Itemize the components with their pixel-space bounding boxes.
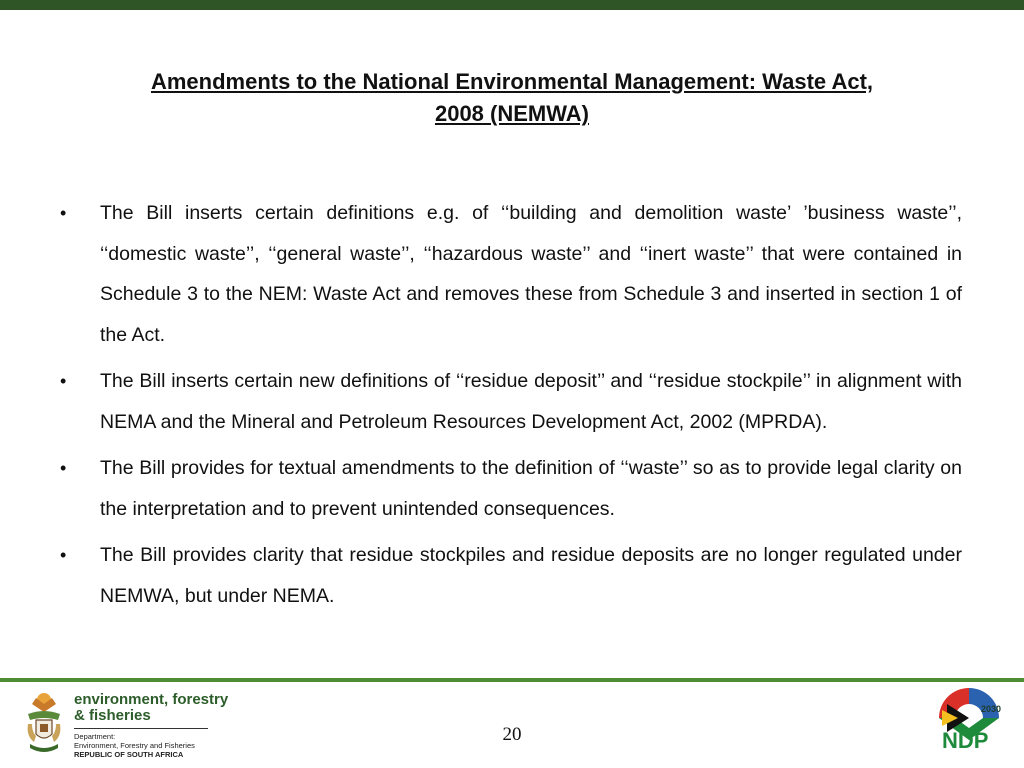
bullet-text: The Bill provides clarity that residue stockpiles and residue deposits are no longer regulated under NEMWA, but under NEMA. bbox=[100, 544, 962, 607]
brand-line-1: environment, forestry bbox=[74, 691, 229, 708]
dept-line-3: REPUBLIC OF SOUTH AFRICA bbox=[74, 750, 184, 759]
brand-line-2: & fisheries bbox=[74, 707, 151, 724]
bullet-text: The Bill inserts certain definitions e.g. of ‘‘building and demolition waste’ ’business waste’’, ‘‘domestic waste’’, ‘‘general waste’’, ‘‘hazardous waste’’ and ‘‘inert waste’’ that were contained in Schedule 3 to the NEM: Waste Act and removes these from Schedule 3 and inserted in section 1 of the Act. bbox=[100, 202, 962, 346]
bullet-item bbox=[60, 193, 962, 355]
bullet-list bbox=[60, 193, 962, 622]
dept-line-2: Environment, Forestry and Fisheries bbox=[74, 741, 195, 750]
bullet-icon: • bbox=[60, 371, 67, 391]
bullet-item bbox=[60, 448, 962, 529]
bullet-text: The Bill provides for textual amendments to the definition of ‘‘waste’’ so as to provide legal clarity on the interpretation and to prevent unintended consequences. bbox=[100, 457, 962, 520]
ndp-2030-logo-icon bbox=[934, 684, 1004, 754]
dept-line-1: Department: bbox=[74, 732, 116, 741]
coat-of-arms-icon bbox=[22, 690, 66, 756]
slide-title-line1: Amendments to the National Environmental Management: Waste Act, bbox=[150, 69, 874, 94]
slide-title-line2: 2008 (NEMWA) bbox=[434, 101, 590, 126]
top-bar bbox=[0, 0, 1024, 10]
bullet-text: The Bill inserts certain new definitions of ‘‘residue deposit’’ and ‘‘residue stockpile’’ in alignment with NEMA and the Mineral and Petroleum Resources Development Act, 2002 (MPRDA). bbox=[100, 370, 962, 433]
page-number: 20 bbox=[502, 724, 522, 745]
ndp-year: 2030 bbox=[981, 704, 1002, 714]
bullet-item bbox=[60, 361, 962, 442]
footer-divider bbox=[0, 678, 1024, 682]
bullet-icon: • bbox=[60, 203, 67, 223]
bullet-icon: • bbox=[60, 545, 67, 565]
bullet-item bbox=[60, 535, 962, 616]
slide-title bbox=[60, 66, 964, 130]
ndp-text: NDP bbox=[942, 728, 989, 753]
bullet-icon: • bbox=[60, 458, 67, 478]
